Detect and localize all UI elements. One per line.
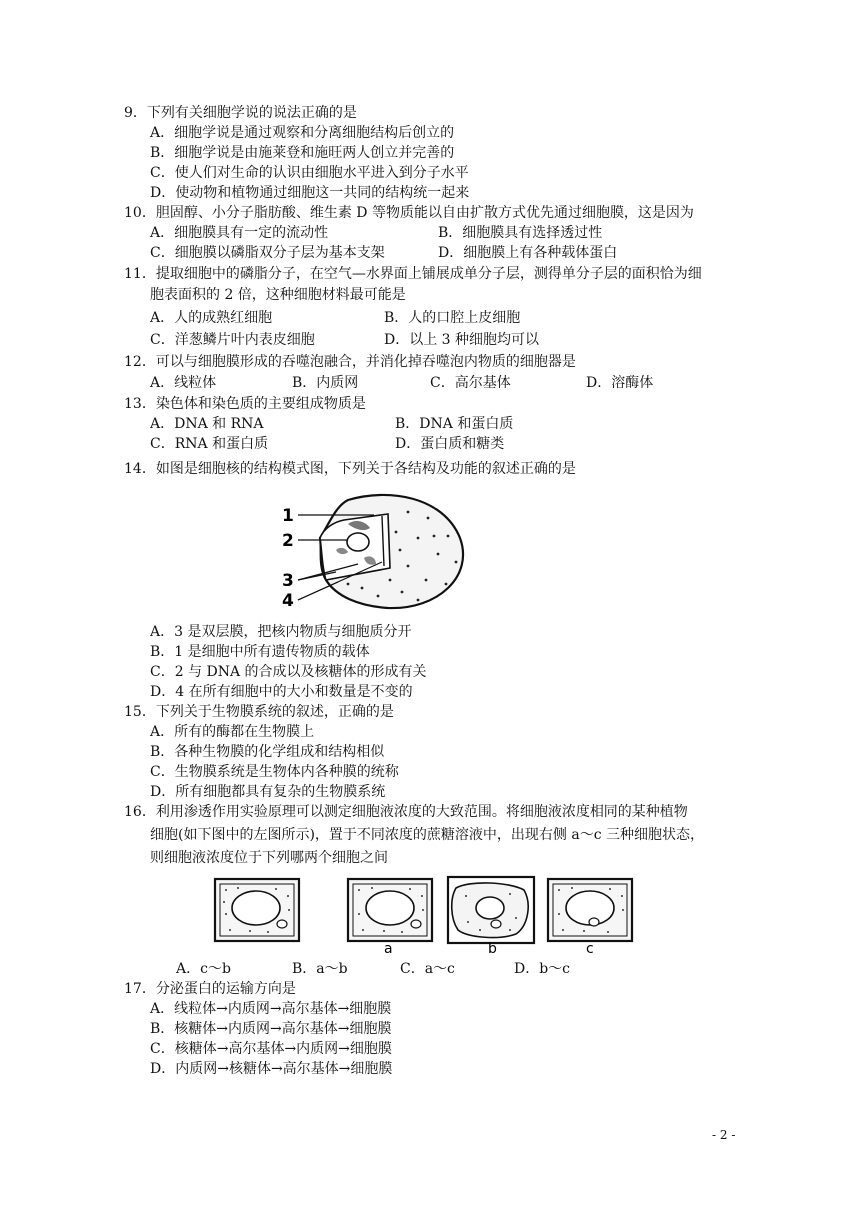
q17-stem: 17．分泌蛋白的运输方向是 [124, 981, 296, 997]
q15-stem: 15．下列关于生物膜系统的叙述，正确的是 [124, 704, 394, 720]
diagram-label-4: 4 [282, 591, 294, 611]
q17-option-a: A．线粒体→内质网→高尔基体→细胞膜 [150, 1001, 392, 1017]
q9-option-b: B．细胞学说是由施莱登和施旺两人创立并完善的 [150, 145, 455, 161]
q14-option-d: D．4 在所有细胞中的大小和数量是不变的 [150, 684, 413, 700]
q14-option-a: A．3 是双层膜，把核内物质与细胞质分开 [150, 624, 412, 640]
diagram-label-1: 1 [282, 506, 294, 526]
q11-stem-line1: 11．提取细胞中的磷脂分子，在空气—水界面上铺展成单分子层，测得单分子层的面积恰为细 [124, 266, 702, 282]
q15-option-b: B．各种生物膜的化学组成和结构相似 [150, 744, 385, 760]
q9-option-a: A．细胞学说是通过观察和分离细胞结构后创立的 [150, 125, 455, 141]
q11-option-c: C．洋葱鳞片叶内表皮细胞 [150, 332, 315, 348]
q13-option-b: B．DNA 和蛋白质 [395, 416, 514, 432]
q16-option-a: A．c～b [176, 961, 231, 977]
q16-option-b: B．a～b [292, 961, 348, 977]
cell-label-b: b [488, 941, 497, 954]
q11-option-b: B．人的口腔上皮细胞 [384, 310, 521, 326]
cell-label-a: a [384, 941, 393, 954]
plant-cells-diagram [210, 874, 640, 954]
q16-option-d: D．b～c [514, 961, 571, 977]
q11-option-d: D．以上 3 种细胞均可以 [384, 332, 540, 348]
cell-a-illustration [348, 879, 432, 941]
q17-option-d: D．内质网→核糖体→高尔基体→细胞膜 [150, 1061, 393, 1077]
q14-option-b: B．1 是细胞中所有遗传物质的载体 [150, 644, 370, 660]
q11-option-a: A．人的成熟红细胞 [150, 310, 273, 326]
q12-option-b: B．内质网 [292, 375, 359, 391]
q17-option-b: B．核糖体→内质网→高尔基体→细胞膜 [150, 1021, 392, 1037]
q11-stem-line2: 胞表面积的 2 倍，这种细胞材料最可能是 [150, 287, 406, 303]
q12-option-a: A．线粒体 [150, 375, 217, 391]
q16-stem-line2: 细胞(如下图中的左图所示)，置于不同浓度的蔗糖溶液中，出现右侧 a～c 三种细胞状态， [150, 827, 705, 843]
diagram-label-2: 2 [282, 531, 294, 551]
q9-option-d: D．使动物和植物通过细胞这一共同的结构统一起来 [150, 185, 470, 201]
q17-option-c: C．核糖体→高尔基体→内质网→细胞膜 [150, 1041, 392, 1057]
page-number: - 2 - [712, 1128, 736, 1142]
q15-option-d: D．所有细胞都具有复杂的生物膜系统 [150, 784, 386, 800]
q10-option-a: A．细胞膜具有一定的流动性 [150, 225, 329, 241]
q9-stem: 9．下列有关细胞学说的说法正确的是 [124, 105, 357, 121]
nucleus-structure-diagram [278, 488, 478, 612]
q16-stem-line1: 16．利用渗透作用实验原理可以测定细胞液浓度的大致范围。将细胞液浓度相同的某种植物 [124, 804, 688, 820]
q12-stem: 12．可以与细胞膜形成的吞噬泡融合，并消化掉吞噬泡内物质的细胞器是 [124, 354, 576, 370]
q10-option-b: B．细胞膜具有选择透过性 [438, 225, 603, 241]
q15-option-c: C．生物膜系统是生物体内各种膜的统称 [150, 764, 399, 780]
cell-b-illustration [448, 877, 534, 943]
q10-option-c: C．细胞膜以磷脂双分子层为基本支架 [150, 245, 385, 261]
q16-option-c: C．a～c [400, 961, 455, 977]
q13-option-c: C．RNA 和蛋白质 [150, 436, 269, 452]
q16-stem-line3: 则细胞液浓度位于下列哪两个细胞之间 [150, 850, 388, 866]
q12-option-d: D．溶酶体 [586, 375, 654, 391]
q13-option-d: D．蛋白质和糖类 [395, 436, 505, 452]
cell-c-illustration [548, 879, 632, 941]
q10-option-d: D．细胞膜上有各种载体蛋白 [438, 245, 618, 261]
q15-option-a: A．所有的酶都在生物膜上 [150, 724, 315, 740]
q10-stem: 10．胆固醇、小分子脂肪酸、维生素 D 等物质能以自由扩散方式优先通过细胞膜，这是因为 [124, 205, 694, 221]
diagram-label-3: 3 [282, 571, 294, 591]
q14-option-c: C．2 与 DNA 的合成以及核糖体的形成有关 [150, 664, 427, 680]
q9-option-c: C．使人们对生命的认识由细胞水平进入到分子水平 [150, 165, 469, 181]
q13-option-a: A．DNA 和 RNA [150, 416, 264, 432]
q13-stem: 13．染色体和染色质的主要组成物质是 [124, 396, 366, 412]
cell-label-c: c [586, 941, 594, 954]
original-cell-illustration [215, 879, 299, 941]
q12-option-c: C．高尔基体 [430, 375, 511, 391]
q14-stem: 14．如图是细胞核的结构模式图，下列关于各结构及功能的叙述正确的是 [124, 461, 576, 477]
